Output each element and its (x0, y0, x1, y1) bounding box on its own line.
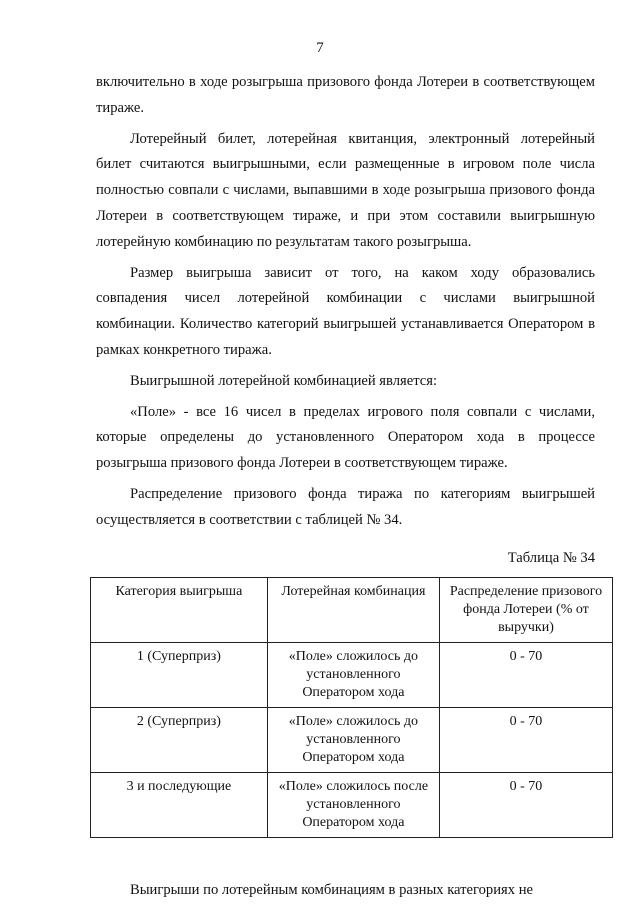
table-row (91, 773, 613, 838)
table-cell-combination: «Поле» сложилось после установленного Оператором хода (267, 773, 439, 838)
paragraph-7: Выигрыши по лотерейным комбинациям в разных категориях не (130, 882, 533, 899)
prize-distribution-table (90, 577, 613, 838)
paragraph-3: Размер выигрыша зависит от того, на каком ходу образовались совпадения чисел лотерейной комбинации с числами выигрышной комбинации. Количество категорий выигрышей устанавливается Оператором в рамках конкретного тиража. (96, 264, 595, 358)
document-body (96, 70, 603, 909)
table-header-cell: Распределение призового фонда Лотереи (% от выручки) (439, 578, 612, 643)
table-caption: Таблица № 34 (507, 549, 595, 566)
table-row (91, 708, 613, 773)
table-cell-distribution: 0 - 70 (439, 643, 612, 708)
table-header-cell: Лотерейная комбинация (267, 578, 439, 643)
paragraph-6: Распределение призового фонда тиража по категориям выигрышей осуществляется в соответствии с таблицей № 34. (96, 485, 595, 528)
paragraph-2: Лотерейный билет, лотерейная квитанция, электронный лотерейный билет считаются выигрышными, если размещенные в игровом поле числа полностью совпали с числами, выпавшими в ходе розыгрыша призового фонда Лотереи в соответствующем тираже, и при этом составили выигрышную лотерейную комбинацию по результатам такого розыгрыша. (96, 130, 595, 250)
table-cell-distribution: 0 - 70 (439, 773, 612, 838)
table-cell-combination: «Поле» сложилось до установленного Оператором хода (267, 643, 439, 708)
table-cell-category: 3 и последующие (91, 773, 268, 838)
table-cell-combination: «Поле» сложилось до установленного Оператором хода (267, 708, 439, 773)
table-cell-category: 1 (Суперприз) (91, 643, 268, 708)
paragraph-4: Выигрышной лотерейной комбинацией является: (130, 372, 437, 389)
paragraph-1: включительно в ходе розыгрыша призового фонда Лотереи в соответствующем тираже. (96, 74, 595, 116)
table-header-row (91, 578, 613, 643)
table-cell-distribution: 0 - 70 (439, 708, 612, 773)
paragraph-5: «Поле» - все 16 чисел в пределах игрового поля совпали с числами, которые определены до установленного Оператором хода в процессе розыгрыша призового фонда Лотереи в соответствующем тираже. (96, 403, 595, 472)
table-header-cell: Категория выигрыша (91, 578, 268, 643)
page-number: 7 (316, 40, 324, 56)
table-row (91, 643, 613, 708)
table-cell-category: 2 (Суперприз) (91, 708, 268, 773)
